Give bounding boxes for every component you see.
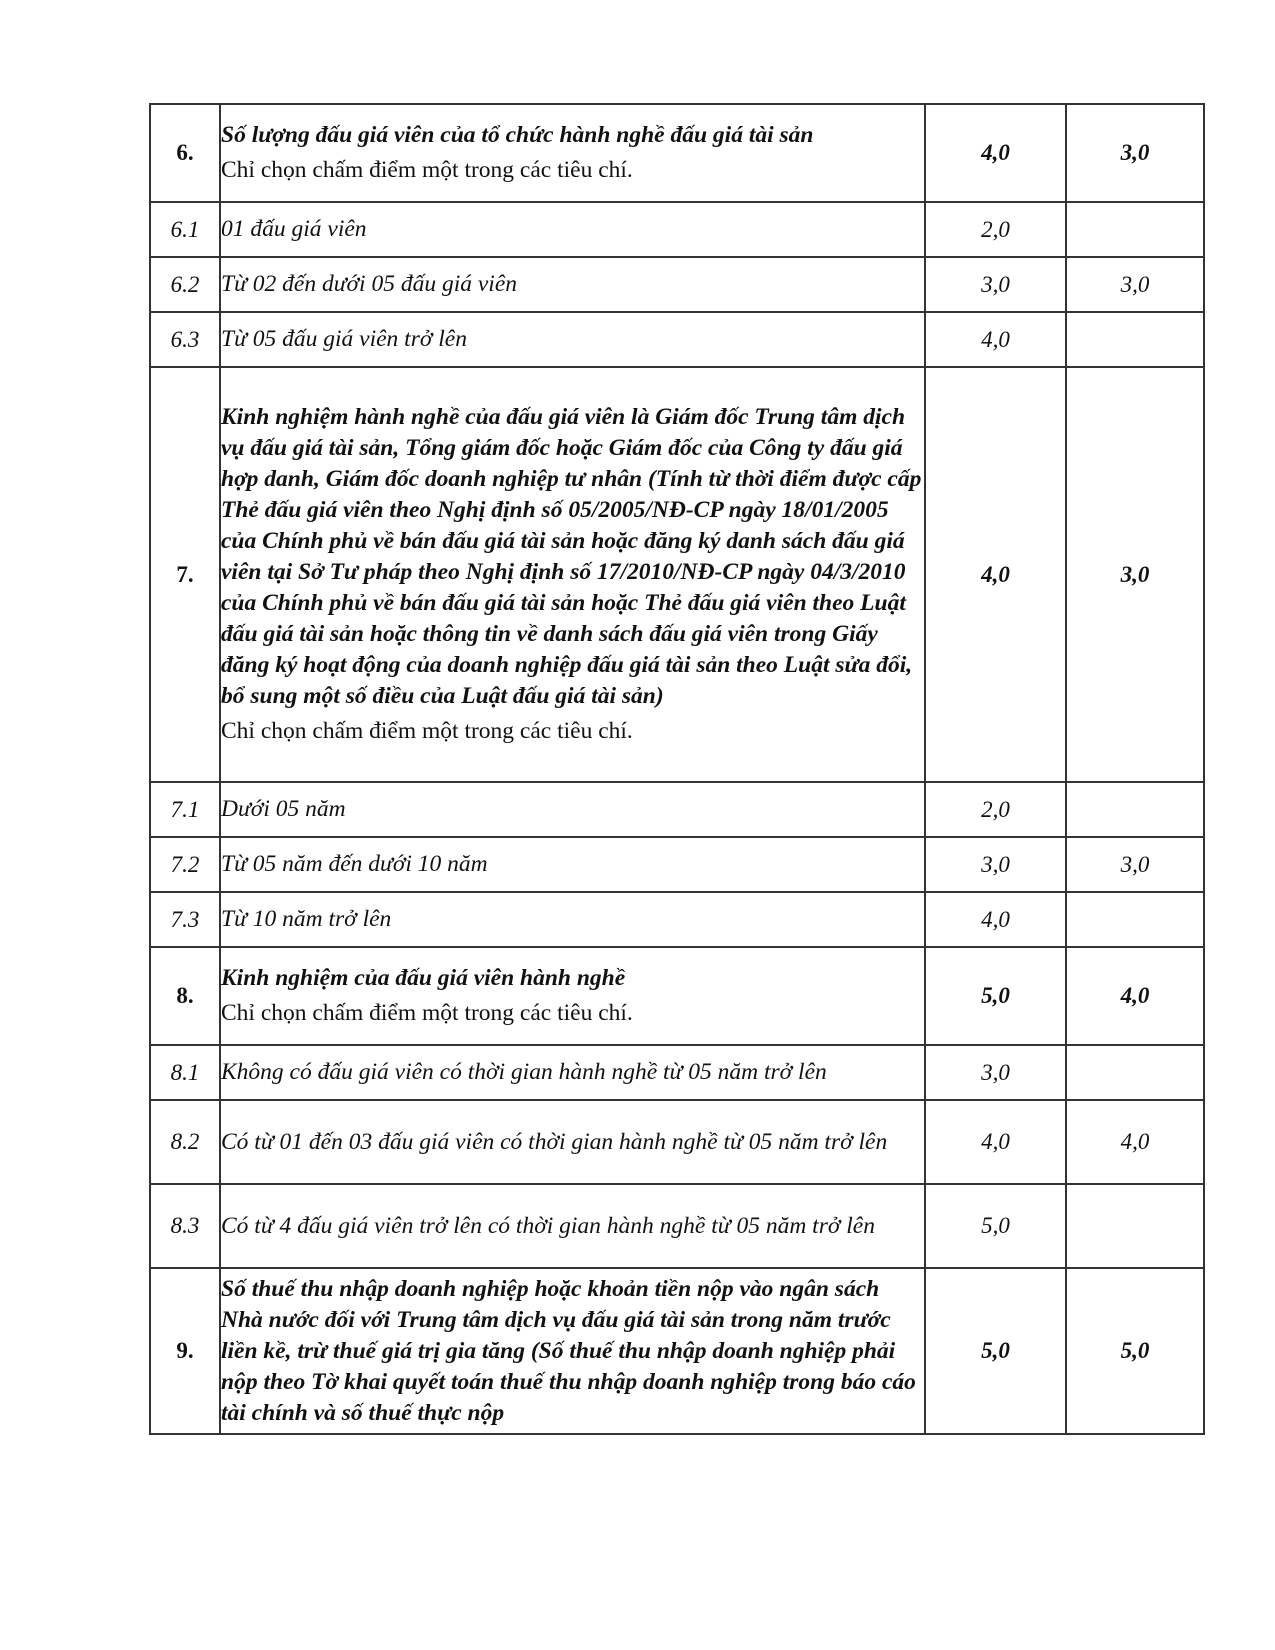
max-score: 2,0: [925, 782, 1066, 837]
row-number: 6.1: [150, 202, 220, 257]
table-row: [150, 782, 1204, 837]
row-number: 8.: [150, 947, 220, 1045]
given-score: [1066, 1184, 1204, 1268]
given-score: 5,0: [1066, 1268, 1204, 1434]
table-row: [150, 367, 1204, 782]
max-score: 4,0: [925, 892, 1066, 947]
max-score: 3,0: [925, 1045, 1066, 1100]
max-score: 4,0: [925, 367, 1066, 782]
row-number: 7.: [150, 367, 220, 782]
criteria-table: [149, 103, 1205, 1435]
table-row: [150, 1100, 1204, 1184]
row-number: 8.3: [150, 1184, 220, 1268]
row-number: 8.2: [150, 1100, 220, 1184]
table-row: [150, 202, 1204, 257]
criterion-cell: [220, 367, 925, 782]
criterion-text: Không có đấu giá viên có thời gian hành nghề từ 05 năm trở lên: [220, 1045, 925, 1100]
given-score: [1066, 1045, 1204, 1100]
criterion-text: Có từ 01 đến 03 đấu giá viên có thời gian hành nghề từ 05 năm trở lên: [220, 1100, 925, 1184]
given-score: 3,0: [1066, 837, 1204, 892]
max-score: 3,0: [925, 257, 1066, 312]
criterion-text: 01 đấu giá viên: [220, 202, 925, 257]
max-score: 3,0: [925, 837, 1066, 892]
given-score: 3,0: [1066, 367, 1204, 782]
max-score: 4,0: [925, 312, 1066, 367]
given-score: 3,0: [1066, 257, 1204, 312]
criterion-cell: [220, 1268, 925, 1434]
criterion-title: Kinh nghiệm hành nghề của đấu giá viên là Giám đốc Trung tâm dịch vụ đấu giá tài sản, Tổng giám đốc hoặc Giám đốc của Công ty đấu giá hợp danh, Giám đốc doanh nghiệp tư nhân (Tính từ thời điểm được cấp Thẻ đấu giá viên theo Nghị định số 05/2005/NĐ-CP ngày 18/01/2005 của Chính phủ về bán đấu giá tài sản hoặc đăng ký danh sách đấu giá viên tại Sở Tư pháp theo Nghị định số 17/2010/NĐ-CP ngày 04/3/2010 của Chính phủ về bán đấu giá tài sản hoặc Thẻ đấu giá viên theo Luật đấu giá tài sản hoặc thông tin về danh sách đấu giá viên trong Giấy đăng ký hoạt động của doanh nghiệp đấu giá tài sản theo Luật sửa đổi, bổ sung một số điều của Luật đấu giá tài sản): [221, 404, 922, 709]
max-score: 5,0: [925, 1268, 1066, 1434]
row-number: 6.2: [150, 257, 220, 312]
table-row: [150, 1184, 1204, 1268]
criterion-note: Chỉ chọn chấm điểm một trong các tiêu chí.: [221, 1000, 633, 1026]
table-row: [150, 257, 1204, 312]
row-number: 6.: [150, 104, 220, 202]
criterion-title: Số lượng đấu giá viên của tổ chức hành nghề đấu giá tài sản: [221, 122, 814, 148]
given-score: 3,0: [1066, 104, 1204, 202]
table-row: [150, 312, 1204, 367]
criterion-text: Từ 02 đến dưới 05 đấu giá viên: [220, 257, 925, 312]
max-score: 5,0: [925, 947, 1066, 1045]
max-score: 4,0: [925, 104, 1066, 202]
max-score: 4,0: [925, 1100, 1066, 1184]
criterion-title: Số thuế thu nhập doanh nghiệp hoặc khoản tiền nộp vào ngân sách Nhà nước đối với Trung tâm dịch vụ đấu giá tài sản trong năm trước liền kề, trừ thuế giá trị gia tăng (Số thuế thu nhập doanh nghiệp phải nộp theo Tờ khai quyết toán thuế thu nhập doanh nghiệp trong báo cáo tài chính và số thuế thực nộp: [221, 1275, 916, 1426]
row-number: 6.3: [150, 312, 220, 367]
row-number: 9.: [150, 1268, 220, 1434]
criterion-title: Kinh nghiệm của đấu giá viên hành nghề: [221, 965, 626, 991]
criterion-text: Từ 05 năm đến dưới 10 năm: [220, 837, 925, 892]
given-score: [1066, 892, 1204, 947]
criterion-note: Chỉ chọn chấm điểm một trong các tiêu chí.: [221, 157, 633, 183]
given-score: 4,0: [1066, 947, 1204, 1045]
criterion-text: Dưới 05 năm: [220, 782, 925, 837]
table-row: [150, 947, 1204, 1045]
table-row: [150, 837, 1204, 892]
row-number: 7.2: [150, 837, 220, 892]
row-number: 7.1: [150, 782, 220, 837]
table-row: [150, 892, 1204, 947]
criterion-cell: [220, 104, 925, 202]
given-score: [1066, 202, 1204, 257]
table-row: [150, 1045, 1204, 1100]
criterion-text: Có từ 4 đấu giá viên trở lên có thời gian hành nghề từ 05 năm trở lên: [220, 1184, 925, 1268]
criterion-text: Từ 10 năm trở lên: [220, 892, 925, 947]
given-score: [1066, 782, 1204, 837]
criterion-note: Chỉ chọn chấm điểm một trong các tiêu chí.: [221, 718, 633, 744]
table-row: [150, 1268, 1204, 1434]
criterion-cell: [220, 947, 925, 1045]
criterion-text: Từ 05 đấu giá viên trở lên: [220, 312, 925, 367]
max-score: 2,0: [925, 202, 1066, 257]
given-score: [1066, 312, 1204, 367]
table-row: [150, 104, 1204, 202]
row-number: 7.3: [150, 892, 220, 947]
row-number: 8.1: [150, 1045, 220, 1100]
given-score: 4,0: [1066, 1100, 1204, 1184]
max-score: 5,0: [925, 1184, 1066, 1268]
